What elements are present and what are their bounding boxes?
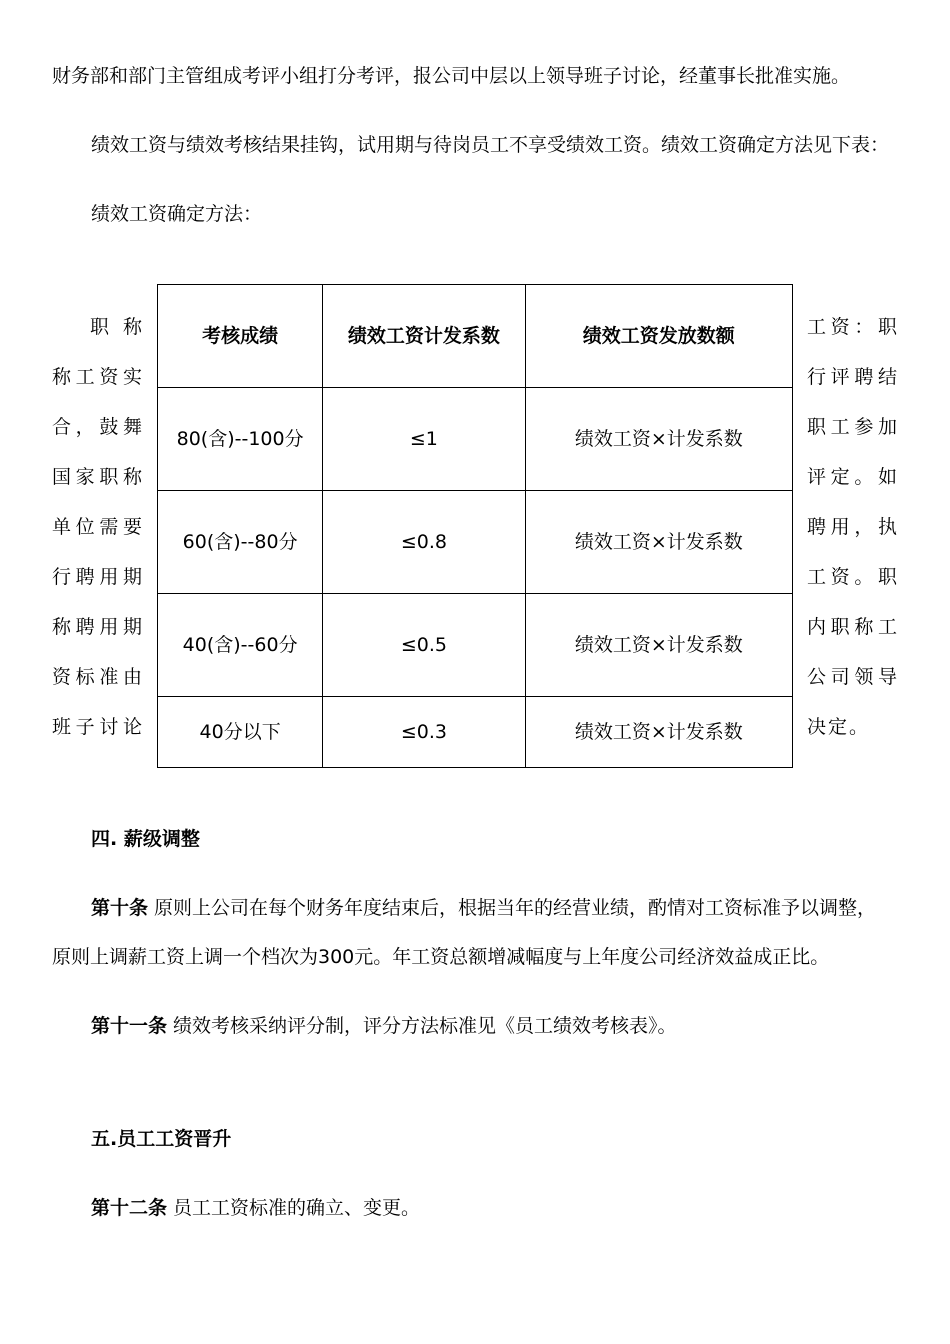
cell-score: 40分以下 — [158, 697, 323, 768]
right-text-line: 内职称工 — [807, 616, 899, 638]
left-text-line: 国家职称 — [52, 466, 144, 488]
cell-score: 80(含)--100分 — [158, 388, 323, 491]
cell-coefficient: ≤0.3 — [323, 697, 525, 768]
left-text-line: 称工资实 — [52, 366, 144, 388]
cell-amount: 绩效工资×计发系数 — [525, 594, 792, 697]
article-12 — [91, 1196, 420, 1220]
table-row — [158, 388, 793, 491]
header-coefficient: 绩效工资计发系数 — [323, 285, 525, 388]
left-text-line: 资标准由 — [52, 666, 144, 688]
article-12-text: 员工工资标准的确立、变更。 — [167, 1197, 421, 1219]
paragraph-method-title: 绩效工资确定方法： — [91, 203, 263, 225]
article-11 — [91, 1014, 677, 1038]
left-text-line: 单位需要 — [52, 516, 144, 538]
header-amount: 绩效工资发放数额 — [525, 285, 792, 388]
right-text-line: 工资：职 — [807, 316, 899, 338]
left-text-line: 称聘用期 — [52, 616, 144, 638]
cell-score: 60(含)--80分 — [158, 491, 323, 594]
section-heading-salary-adjustment: 四. 薪级调整 — [91, 828, 200, 850]
right-text-line: 评定。如 — [807, 466, 899, 488]
section-heading-salary-promotion: 五.员工工资晋升 — [91, 1128, 232, 1150]
left-text-line: 职称 — [90, 316, 144, 338]
cell-coefficient: ≤0.8 — [323, 491, 525, 594]
cell-score: 40(含)--60分 — [158, 594, 323, 697]
left-text-line: 行聘用期 — [52, 566, 144, 588]
table-row — [158, 697, 793, 768]
article-12-label: 第十二条 — [91, 1197, 168, 1219]
left-text-line: 班子讨论 — [52, 716, 144, 738]
right-text-line: 公司领导 — [807, 666, 899, 688]
right-text-line: 决定。 — [807, 716, 871, 738]
article-10-line2: 原则上调薪工资上调一个档次为300元。年工资总额增减幅度与上年度公司经济效益成正比。 — [52, 946, 830, 968]
right-text-line: 工资。职 — [807, 566, 899, 588]
right-text-line: 行评聘结 — [807, 366, 899, 388]
paragraph-evaluation-group: 财务部和部门主管组成考评小组打分考评，报公司中层以上领导班子讨论，经董事长批准实施。 — [52, 65, 851, 87]
cell-amount: 绩效工资×计发系数 — [525, 388, 792, 491]
article-10-label: 第十条 — [91, 897, 149, 919]
table-header-row — [158, 285, 793, 388]
cell-coefficient: ≤1 — [323, 388, 525, 491]
left-text-line: 合，鼓舞 — [52, 416, 144, 438]
article-11-label: 第十一条 — [91, 1015, 168, 1037]
right-margin-text — [807, 315, 899, 765]
right-text-line: 职工参加 — [807, 416, 899, 438]
header-score: 考核成绩 — [158, 285, 323, 388]
performance-pay-table — [157, 284, 793, 768]
cell-amount: 绩效工资×计发系数 — [525, 491, 792, 594]
cell-amount: 绩效工资×计发系数 — [525, 697, 792, 768]
cell-coefficient: ≤0.5 — [323, 594, 525, 697]
table-row — [158, 594, 793, 697]
article-10-text: 原则上公司在每个财务年度结束后，根据当年的经营业绩，酌情对工资标准予以调整， — [148, 897, 877, 919]
article-10-line1 — [91, 896, 876, 920]
article-11-text: 绩效考核采纳评分制，评分方法标准见《员工绩效考核表》。 — [167, 1015, 677, 1037]
right-text-line: 聘用，执 — [807, 516, 899, 538]
left-margin-text — [52, 315, 144, 765]
paragraph-performance-pay: 绩效工资与绩效考核结果挂钩，试用期与待岗员工不享受绩效工资。绩效工资确定方法见下表： — [91, 134, 890, 156]
table-row — [158, 491, 793, 594]
